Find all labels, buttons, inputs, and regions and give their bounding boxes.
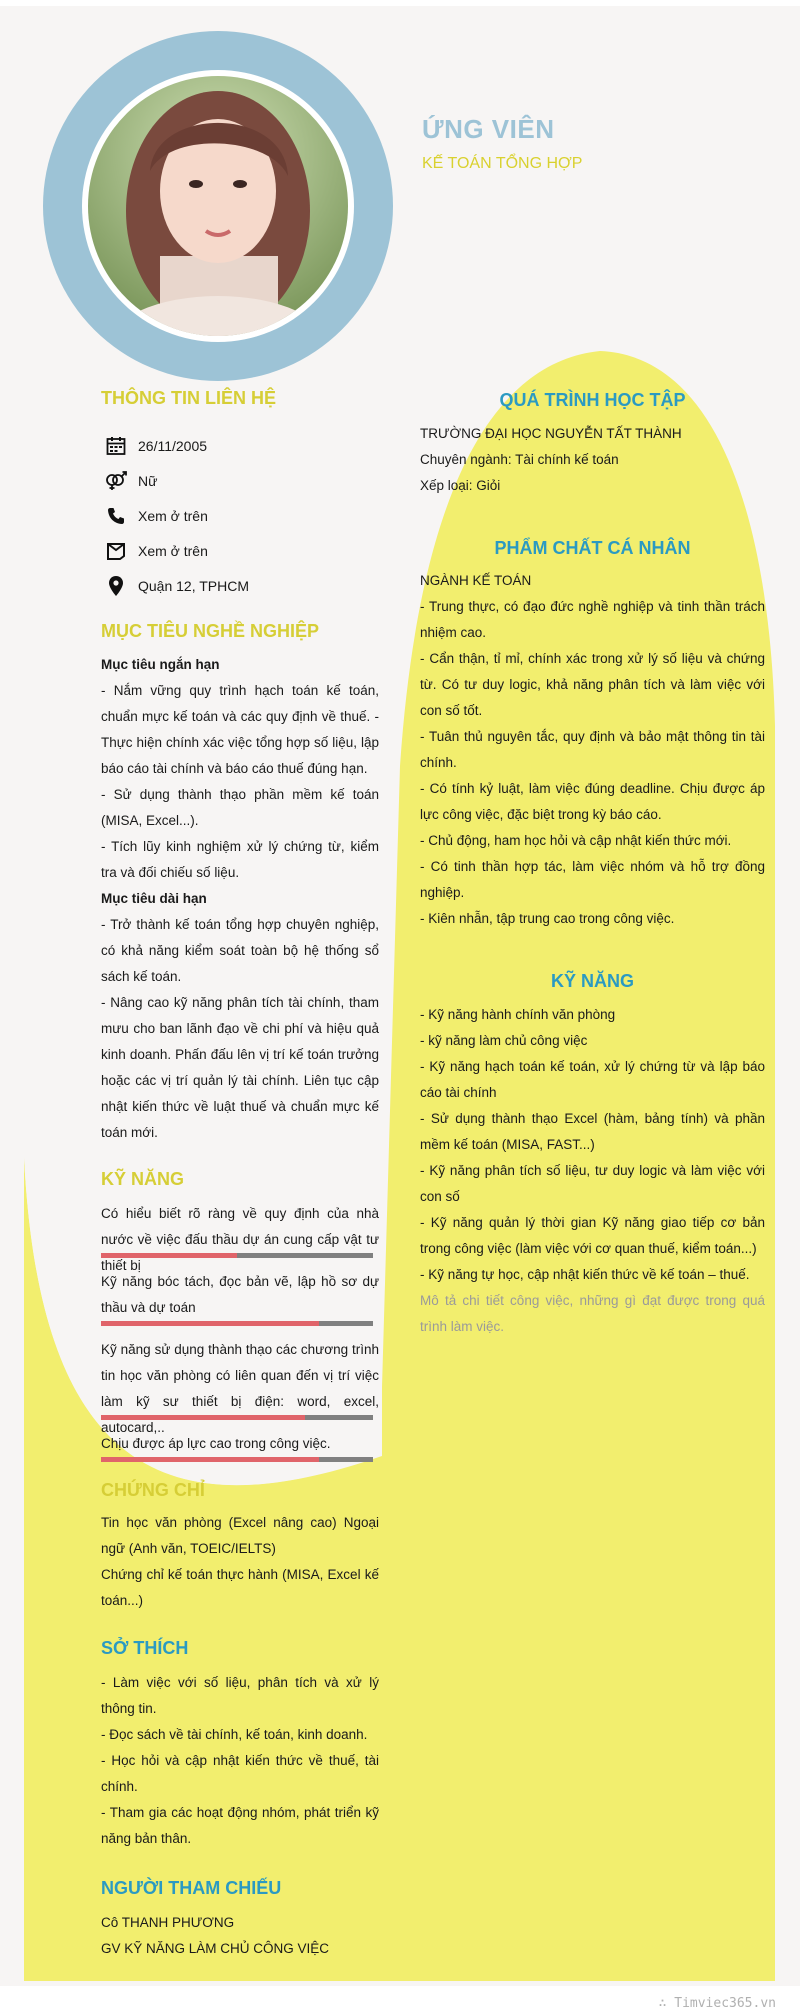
job-description-placeholder: Mô tả chi tiết công việc, những gì đạt được trong quá trình làm việc. [420, 1293, 765, 1334]
quality-line: - Tuân thủ nguyên tắc, quy định và bảo mật thông tin tài chính. [420, 729, 765, 770]
skill-line: - Sử dụng thành thạo Excel (hàm, bảng tính) và phần mềm kế toán (MISA, FAST...) [420, 1111, 765, 1152]
skill-item: Có hiểu biết rõ ràng về quy định của nhà nước về việc đấu thầu dự án cung cấp vật tư thiết bị [101, 1206, 379, 1273]
skills-right-title: KỸ NĂNG [550, 971, 634, 991]
hobby-line: - Tham gia các hoạt động nhóm, phát triển kỹ năng bản thân. [101, 1805, 379, 1846]
candidate-name: ỨNG VIÊN [422, 114, 555, 144]
skill-item: Chịu được áp lực cao trong công việc. [101, 1436, 331, 1451]
contact-phone-text: Xem ở trên [138, 508, 208, 524]
hobby-line: - Làm việc với số liệu, phân tích và xử lý thông tin. [101, 1675, 379, 1716]
skill-bar-fill [101, 1253, 237, 1258]
hobby-line: - Đọc sách về tài chính, kế toán, kinh doanh. [101, 1727, 368, 1742]
skill-line: - kỹ năng làm chủ công việc [420, 1033, 588, 1048]
career-content [101, 652, 379, 1146]
skill-item: Kỹ năng sử dụng thành thạo các chương trình tin học văn phòng có liên quan đến vị trí việc làm kỹ sư thiết bị điện: word, excel, autocard,.. [101, 1342, 379, 1435]
skill-line: - Kỹ năng phân tích số liệu, tư duy logic và làm việc với con số [420, 1163, 765, 1204]
calendar-icon [104, 434, 128, 458]
quality-line: - Kiên nhẫn, tập trung cao trong công việc. [420, 911, 675, 926]
skill-bar [101, 1415, 373, 1420]
education-major: Chuyên ngành: Tài chính kế toán [420, 452, 619, 467]
contact-birthday-text: 26/11/2005 [138, 438, 208, 454]
skills-left-title: KỸ NĂNG [101, 1169, 185, 1189]
hobby-line: - Học hỏi và cập nhật kiến thức về thuế, tài chính. [101, 1753, 379, 1794]
skill-bar [101, 1253, 373, 1258]
skill-item: Kỹ năng bóc tách, đọc bản vẽ, lập hồ sơ dự thầu và dự toán [101, 1274, 379, 1315]
skill-line: - Kỹ năng hạch toán kế toán, xử lý chứng từ và lập báo cáo tài chính [420, 1059, 765, 1100]
cv-page [0, 6, 800, 2014]
certificates-title: CHỨNG CHỈ [101, 1480, 205, 1500]
phone-icon [104, 504, 128, 528]
short-term-line: - Tích lũy kinh nghiệm xử lý chứng từ, kiểm tra và đối chiếu số liệu. [101, 839, 379, 880]
skill-bar [101, 1457, 373, 1462]
contact-gender [104, 469, 157, 493]
skill-bar-fill [101, 1415, 305, 1420]
education-title: QUÁ TRÌNH HỌC TẬP [499, 390, 686, 410]
long-term-line: - Nâng cao kỹ năng phân tích tài chính, tham mưu cho ban lãnh đạo về chi phí và hiệu quả kinh doanh. Phấn đấu lên vị trí kế toán trưởng hoặc các vị trí quản lý tài chính. Liên tục cập nhật kiến thức về luật thuế và chuẩn mực kế toán mới. [101, 995, 379, 1140]
education-grade: Xếp loại: Giỏi [420, 478, 501, 493]
skill-bar [101, 1321, 373, 1326]
long-term-line: - Trở thành kế toán tổng hợp chuyên nghiệp, có khả năng kiểm soát toàn bộ hệ thống sổ sách kế toán. [101, 917, 379, 984]
skills-right-content [420, 1002, 765, 1340]
quality-line: - Có tinh thần hợp tác, làm việc nhóm và hỗ trợ đồng nghiệp. [420, 859, 765, 900]
certificate-line: Chứng chỉ kế toán thực hành (MISA, Excel kế toán...) [101, 1567, 379, 1608]
gender-icon [104, 469, 128, 493]
skill-line: - Kỹ năng hành chính văn phòng [420, 1007, 616, 1022]
reference-content [101, 1910, 379, 1962]
skill-line: - Kỹ năng quản lý thời gian Kỹ năng giao tiếp cơ bản trong công việc (làm việc với cơ quan thuế, kiểm toán...) [420, 1215, 765, 1256]
reference-title: NGƯỜI THAM CHIẾU [101, 1878, 282, 1898]
certificate-line: Tin học văn phòng (Excel nâng cao) Ngoại ngữ (Anh văn, TOEIC/IELTS) [101, 1515, 379, 1556]
quality-line: - Cẩn thận, tỉ mỉ, chính xác trong xử lý số liệu và chứng từ. Có tư duy logic, khả năng phân tích và làm việc với con số tốt. [420, 651, 765, 718]
qualities-content [420, 568, 765, 932]
contact-address [104, 574, 249, 598]
contact-phone [104, 504, 208, 528]
contact-title: THÔNG TIN LIÊN HỆ [101, 388, 276, 408]
qualities-title: PHẨM CHẤT CÁ NHÂN [494, 538, 691, 558]
contact-email [104, 539, 208, 563]
education-content [420, 421, 765, 499]
skill-bar-fill [101, 1321, 319, 1326]
contact-birthday [104, 434, 207, 458]
quality-line: - Trung thực, có đạo đức nghề nghiệp và tinh thần trách nhiệm cao. [420, 599, 765, 640]
qualities-subtitle: NGÀNH KẾ TOÁN [420, 573, 532, 588]
career-title: MỤC TIÊU NGHỀ NGHIỆP [101, 621, 320, 641]
short-term-line: - Nắm vững quy trình hạch toán kế toán, chuẩn mực kế toán và các quy định về thuế. - Thực hiện chính xác việc tổng hợp số liệu, lập báo cáo tài chính và báo cáo thuế đúng hạn. [101, 683, 379, 776]
contact-gender-text: Nữ [138, 473, 158, 489]
contact-email-text: Xem ở trên [138, 543, 208, 559]
hobbies-title: SỞ THÍCH [101, 1638, 189, 1658]
long-term-title: Mục tiêu dài hạn [101, 891, 207, 906]
education-school: TRƯỜNG ĐẠI HỌC NGUYỄN TẤT THÀNH [420, 426, 682, 441]
short-term-title: Mục tiêu ngắn hạn [101, 657, 220, 672]
email-icon [104, 539, 128, 563]
skill-bar-fill [101, 1457, 319, 1462]
job-title: KẾ TOÁN TỔNG HỢP [422, 155, 583, 172]
reference-role: GV KỸ NĂNG LÀM CHỦ CÔNG VIỆC [101, 1941, 330, 1956]
short-term-line: - Sử dụng thành thạo phần mềm kế toán (MISA, Excel...). [101, 787, 379, 828]
quality-line: - Chủ động, ham học hỏi và cập nhật kiến thức mới. [420, 833, 732, 848]
skill-line: - Kỹ năng tự học, cập nhật kiến thức về kế toán – thuế. [420, 1267, 750, 1282]
certificates-content [101, 1510, 379, 1614]
quality-line: - Có tính kỷ luật, làm việc đúng deadline. Chịu được áp lực công việc, đặc biệt trong kỳ báo cáo. [420, 781, 765, 822]
hobbies-content [101, 1670, 379, 1852]
location-icon [104, 574, 128, 598]
timviec-watermark: ∴ Timviec365.vn [658, 1996, 776, 2011]
reference-name: Cô THANH PHƯƠNG [101, 1915, 235, 1930]
contact-address-text: Quận 12, TPHCM [138, 578, 250, 594]
